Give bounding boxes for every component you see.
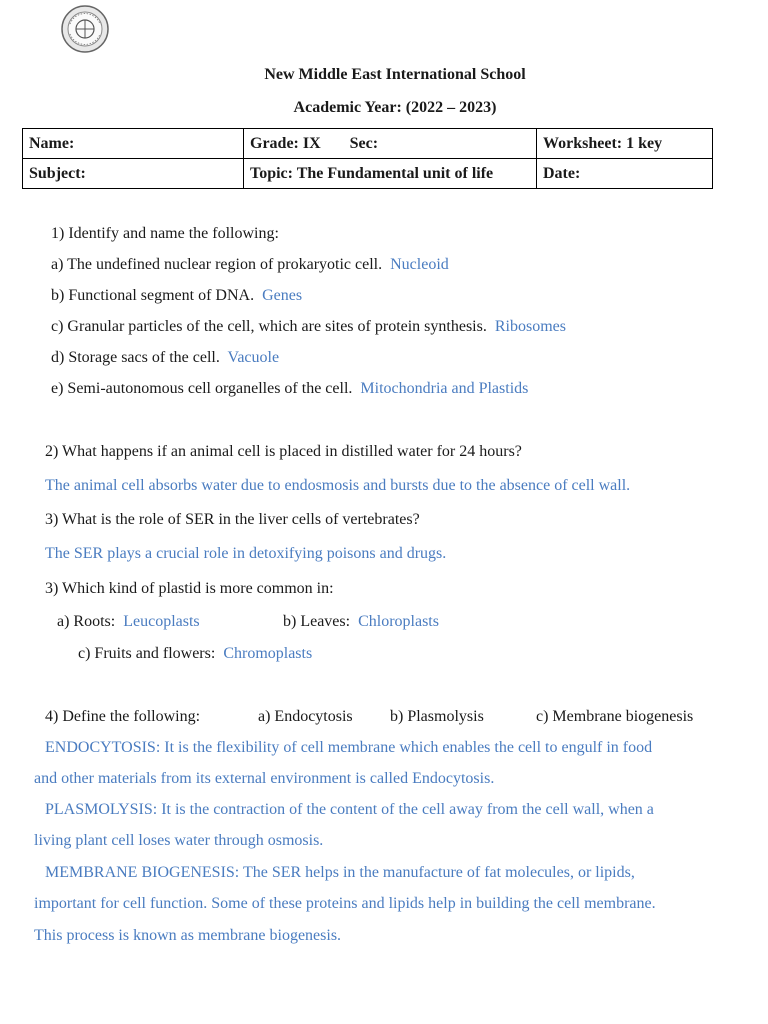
topic-cell: Topic: The Fundamental unit of life <box>244 159 537 189</box>
question-text: d) Storage sacs of the cell. <box>51 349 220 366</box>
sec-label: Sec: <box>349 134 379 152</box>
q2-answer: The animal cell absorbs water due to endosmosis and bursts due to the absence of cell wall. <box>45 477 631 494</box>
subject-cell: Subject: <box>23 159 244 189</box>
table-row <box>23 159 713 189</box>
grade-sec-cell <box>244 129 537 159</box>
table-row <box>23 129 713 159</box>
q1-item-e <box>51 380 528 398</box>
question-text: a) The undefined nuclear region of prokaryotic cell. <box>51 256 383 273</box>
definition-line: PLASMOLYSIS: It is the contraction of the content of the cell away from the cell wall, when a <box>45 801 654 818</box>
leaves-answer: Chloroplasts <box>358 613 439 630</box>
worksheet-cell: Worksheet: 1 key <box>537 129 713 159</box>
info-table <box>22 128 713 189</box>
grade-label: Grade: IX <box>250 134 321 152</box>
q4-question: 4) Define the following: <box>45 708 201 725</box>
q3-question: 3) What is the role of SER in the liver cells of vertebrates? <box>45 511 420 528</box>
roots-answer: Leucoplasts <box>123 613 200 630</box>
leaves-label: b) Leaves: <box>283 613 351 630</box>
q4-term-endocytosis: a) Endocytosis <box>258 708 353 725</box>
definition-line: living plant cell loses water through osmosis. <box>34 832 324 849</box>
roots-label: a) Roots: <box>57 613 116 630</box>
question-text: b) Functional segment of DNA. <box>51 287 255 304</box>
q2-question: 2) What happens if an animal cell is placed in distilled water for 24 hours? <box>45 443 522 460</box>
definition-line: ENDOCYTOSIS: It is the flexibility of cell membrane which enables the cell to engulf in food <box>45 739 653 756</box>
q1-item-b <box>51 287 302 305</box>
q4-term-membrane-biogenesis: c) Membrane biogenesis <box>536 708 694 725</box>
q1-item-a <box>51 256 449 274</box>
q3-answer: The SER plays a crucial role in detoxifying poisons and drugs. <box>45 545 447 562</box>
roots-item <box>57 613 200 631</box>
definition-line: important for cell function. Some of these proteins and lipids help in building the cell membrane. <box>34 895 656 912</box>
q1-item-c <box>51 318 566 336</box>
academic-year: Academic Year: (2022 – 2023) <box>293 99 497 116</box>
school-name: New Middle East International School <box>264 66 526 83</box>
answer-text: Vacuole <box>227 349 280 366</box>
q1-title: 1) Identify and name the following: <box>51 225 279 242</box>
leaves-item <box>283 613 439 631</box>
school-emblem-icon <box>60 4 110 54</box>
definition-line: MEMBRANE BIOGENESIS: The SER helps in the manufacture of fat molecules, or lipids, <box>45 864 635 881</box>
answer-text: Nucleoid <box>390 256 449 273</box>
answer-text: Ribosomes <box>494 318 566 335</box>
q1-item-d <box>51 349 279 367</box>
fruits-answer: Chromoplasts <box>223 645 313 662</box>
q3b-question: 3) Which kind of plastid is more common in: <box>45 580 334 597</box>
question-text: c) Granular particles of the cell, which are sites of protein synthesis. <box>51 318 487 335</box>
question-text: e) Semi-autonomous cell organelles of the cell. <box>51 380 353 397</box>
definition-line: This process is known as membrane biogenesis. <box>34 927 342 944</box>
fruits-label: c) Fruits and flowers: <box>78 645 216 662</box>
definition-line: and other materials from its external environment is called Endocytosis. <box>34 770 495 787</box>
date-cell: Date: <box>537 159 713 189</box>
name-cell: Name: <box>23 129 244 159</box>
fruits-item <box>78 645 312 663</box>
answer-text: Genes <box>262 287 303 304</box>
q4-term-plasmolysis: b) Plasmolysis <box>390 708 484 725</box>
answer-text: Mitochondria and Plastids <box>360 380 529 397</box>
